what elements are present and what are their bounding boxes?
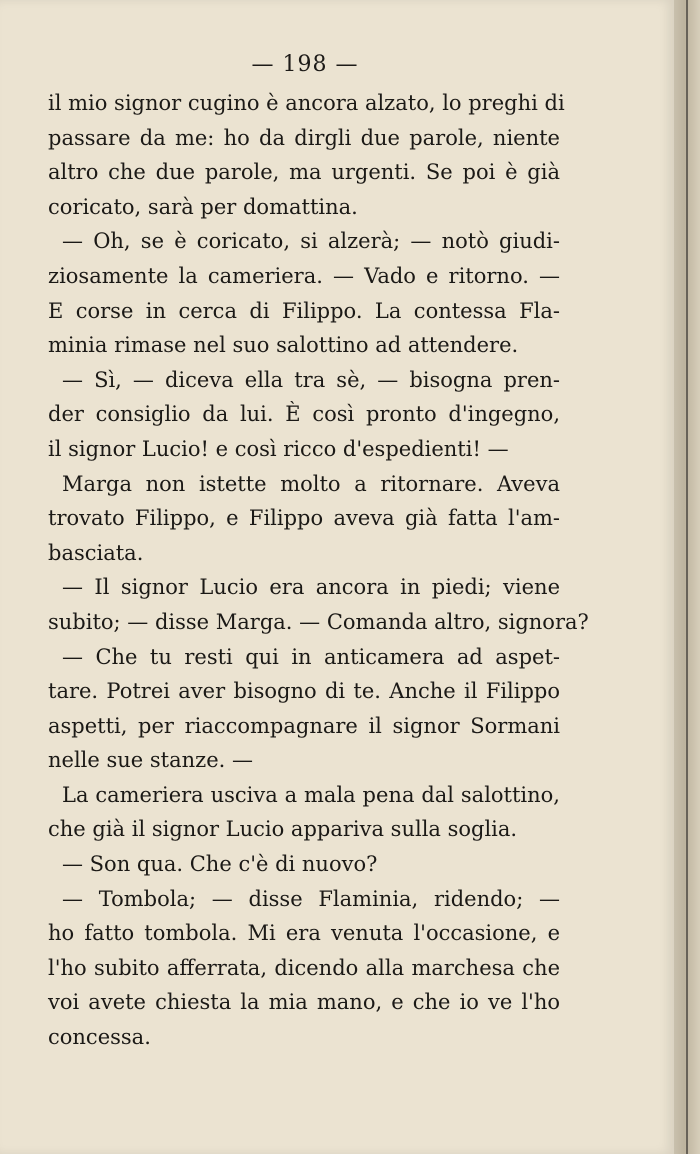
text-line: ziosamente la cameriera. — Vado e ritorno. —	[48, 263, 560, 288]
text-line: — Son qua. Che c'è di nuovo?	[62, 852, 378, 877]
text-line: — Tombola; — disse Flaminia, ridendo; —	[62, 886, 560, 911]
page-number: — 198 —	[251, 52, 359, 77]
text-line: Marga non istette molto a ritornare. Aveva	[62, 471, 560, 496]
text-line: passare da me: ho da dirgli due parole, niente	[48, 125, 560, 150]
text-line: che già il signor Lucio appariva sulla soglia.	[48, 817, 518, 842]
text-line: il signor Lucio! e così ricco d'espedienti! —	[48, 436, 509, 461]
text-line: tare. Potrei aver bisogno di te. Anche il Filippo	[48, 679, 560, 704]
text-line: basciata.	[48, 540, 144, 565]
text-line: der consiglio da lui. È così pronto d'ingegno,	[48, 402, 560, 427]
text-line: aspetti, per riaccompagnare il signor Sormani	[48, 713, 560, 738]
body-text	[48, 86, 589, 1055]
binding-edge	[686, 0, 688, 1154]
text-line: concessa.	[48, 1025, 151, 1050]
text-line: — Oh, se è coricato, si alzerà; — notò giudi-	[62, 229, 560, 254]
text-line: — Che tu resti qui in anticamera ad aspet-	[62, 644, 560, 669]
text-line: trovato Filippo, e Filippo aveva già fatta l'am-	[48, 506, 560, 531]
text-line: minia rimase nel suo salottino ad attendere.	[48, 333, 519, 358]
text-line: La cameriera usciva a mala pena dal salottino,	[62, 782, 560, 807]
text-line: altro che due parole, ma urgenti. Se poi è già	[48, 160, 560, 185]
text-line: subito; — disse Marga. — Comanda altro, signora?	[48, 609, 589, 634]
text-line: coricato, sarà per domattina.	[48, 194, 358, 219]
text-line: l'ho subito afferrata, dicendo alla marchesa che	[48, 955, 560, 980]
text-line: — Sì, — diceva ella tra sè, — bisogna pren-	[62, 367, 560, 392]
text-line: ho fatto tombola. Mi era venuta l'occasione, e	[48, 921, 560, 946]
book-gutter	[674, 0, 700, 1154]
text-line: voi avete chiesta la mia mano, e che io ve l'ho	[48, 990, 560, 1015]
text-line: — Il signor Lucio era ancora in piedi; viene	[62, 575, 560, 600]
text-line: E corse in cerca di Filippo. La contessa Fla-	[48, 298, 560, 323]
text-line: il mio signor cugino è ancora alzato, lo preghi di	[48, 91, 565, 115]
text-line: nelle sue stanze. —	[48, 748, 253, 773]
